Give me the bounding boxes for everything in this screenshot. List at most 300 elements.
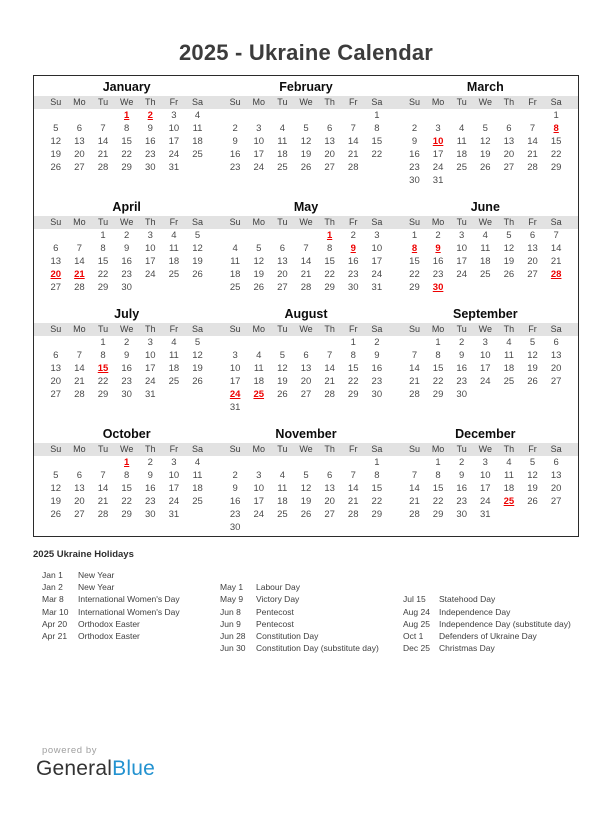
month-title: August <box>284 307 328 321</box>
date-cell: 25 <box>168 376 180 387</box>
date-cell: 28 <box>324 389 335 400</box>
day-headers <box>44 443 209 456</box>
date-cell: 29 <box>347 389 359 400</box>
holiday-name: Christmas Day <box>439 643 495 654</box>
month-titles-line <box>34 79 578 96</box>
holiday-name: Constitution Day <box>256 630 319 641</box>
holiday-name: New Year <box>78 570 115 580</box>
date-cell: 5 <box>506 230 512 241</box>
date-cell-empty <box>223 229 247 242</box>
holiday-row <box>33 581 211 593</box>
day-header: Su <box>229 97 241 107</box>
date-cell: 27 <box>527 269 538 280</box>
day-header: Th <box>145 217 156 227</box>
holiday-row <box>394 593 579 605</box>
holiday-date: Oct 1 <box>403 630 424 641</box>
date-cell: 14 <box>97 483 109 494</box>
date-cell: 9 <box>147 470 153 481</box>
date-cell: 28 <box>409 509 420 520</box>
date-cell: 19 <box>480 149 491 160</box>
date-cell: 10 <box>371 243 383 254</box>
date-cell: 11 <box>503 350 514 361</box>
day-header: Sa <box>550 97 562 107</box>
date-cell: 16 <box>229 496 241 507</box>
holiday-date: Jul 15 <box>403 594 426 605</box>
date-cell: 11 <box>230 256 241 267</box>
date-cell: 15 <box>432 483 444 494</box>
date-cell-empty <box>318 456 342 469</box>
date-cell: 26 <box>50 162 62 173</box>
date-cell: 6 <box>303 350 309 361</box>
day-header: Th <box>503 97 515 107</box>
day-header: Th <box>503 324 515 334</box>
day-header: Fr <box>528 324 537 334</box>
day-headers <box>403 216 568 229</box>
month-title: July <box>114 307 140 321</box>
date-cell: 20 <box>74 496 85 507</box>
day-header: Tu <box>456 97 467 107</box>
date-cell-holiday: 1 <box>124 110 130 121</box>
date-cell: 13 <box>527 243 538 254</box>
day-header: Sa <box>371 97 383 107</box>
date-cell: 28 <box>97 509 109 520</box>
month-grid <box>223 109 388 187</box>
date-cell: 25 <box>480 269 491 280</box>
date-cell-empty <box>68 336 92 349</box>
date-cell: 10 <box>144 350 156 361</box>
holiday-date: Jun 30 <box>220 643 246 654</box>
date-cell-empty <box>294 109 318 122</box>
date-cell-empty <box>403 456 427 469</box>
day-header: Th <box>324 444 335 454</box>
date-cell: 24 <box>371 269 383 280</box>
date-cell: 19 <box>503 256 515 267</box>
date-cell: 29 <box>550 162 562 173</box>
date-cell: 5 <box>303 470 309 481</box>
date-cell-empty <box>68 229 92 242</box>
holidays-heading: 2025 Ukraine Holidays <box>33 549 134 560</box>
date-cell: 9 <box>459 350 465 361</box>
date-cell: 4 <box>194 457 201 468</box>
brand-general: General <box>36 757 113 780</box>
date-cell-empty <box>247 336 271 349</box>
date-cell: 9 <box>124 350 130 361</box>
holiday-name: International Women's Day <box>78 594 180 605</box>
date-cell: 31 <box>432 175 444 186</box>
date-cell: 27 <box>277 282 288 293</box>
date-cell-empty <box>247 229 271 242</box>
holiday-row-spacer <box>394 581 579 593</box>
date-cell: 24 <box>253 162 265 173</box>
date-cell: 26 <box>480 162 491 173</box>
month-grid <box>44 456 209 534</box>
date-cell: 11 <box>277 483 288 494</box>
month-grids-line <box>34 109 578 187</box>
date-cell: 5 <box>529 457 536 468</box>
date-cell: 8 <box>124 470 130 481</box>
date-cell: 13 <box>550 470 562 481</box>
holiday-date: Aug 25 <box>403 618 430 629</box>
date-cell: 5 <box>303 123 309 134</box>
date-cell-holiday: 2 <box>147 110 153 121</box>
date-cell: 22 <box>324 269 335 280</box>
date-cell: 21 <box>550 256 562 267</box>
date-cell: 29 <box>97 282 109 293</box>
date-cell: 3 <box>374 230 380 241</box>
date-cell: 12 <box>192 350 203 361</box>
date-cell: 25 <box>192 149 203 160</box>
date-cell: 7 <box>350 470 356 481</box>
date-cell: 22 <box>432 376 444 387</box>
month-title: June <box>470 200 500 214</box>
date-cell: 3 <box>435 123 441 134</box>
holiday-date: Apr 20 <box>42 618 68 629</box>
date-cell: 31 <box>480 509 491 520</box>
date-cell: 12 <box>480 136 491 147</box>
holiday-row <box>394 606 579 618</box>
date-cell: 16 <box>347 256 359 267</box>
date-cell: 18 <box>168 256 180 267</box>
day-header: Th <box>324 217 335 227</box>
date-cell: 15 <box>550 136 562 147</box>
holiday-date: Jun 28 <box>220 630 246 641</box>
date-cell: 28 <box>74 389 85 400</box>
day-header: Mo <box>252 444 265 454</box>
date-cell: 7 <box>76 243 83 254</box>
date-cell-holiday: 10 <box>432 136 444 147</box>
date-cell: 21 <box>74 376 85 387</box>
date-cell: 15 <box>347 363 359 374</box>
date-cell-holiday: 1 <box>124 457 130 468</box>
date-cell-empty <box>426 109 450 122</box>
date-cell: 18 <box>192 483 203 494</box>
date-cell: 17 <box>168 136 180 147</box>
date-cell: 11 <box>277 136 288 147</box>
date-cell: 19 <box>192 256 203 267</box>
date-cell: 15 <box>409 256 420 267</box>
date-cell: 16 <box>229 149 241 160</box>
date-cell: 8 <box>374 123 380 134</box>
day-headers <box>223 443 388 456</box>
date-cell: 26 <box>277 389 288 400</box>
date-cell: 24 <box>480 376 491 387</box>
day-header: We <box>299 217 313 227</box>
day-header: Mo <box>252 324 265 334</box>
date-cell: 28 <box>74 282 85 293</box>
day-header: Th <box>503 444 515 454</box>
holiday-row <box>211 642 394 654</box>
day-headers <box>403 96 568 109</box>
day-header: We <box>119 217 134 227</box>
day-header: We <box>478 217 492 227</box>
holiday-column <box>33 569 211 654</box>
holiday-date: Mar 8 <box>42 594 64 605</box>
holiday-name: International Women's Day <box>78 606 180 617</box>
date-cell: 15 <box>97 256 109 267</box>
date-cell: 31 <box>168 509 180 520</box>
date-cell: 15 <box>432 363 444 374</box>
date-cell: 30 <box>347 282 359 293</box>
month-title: February <box>279 80 333 94</box>
date-cell: 6 <box>326 123 333 134</box>
date-cell: 22 <box>121 149 132 160</box>
date-cell-empty <box>44 109 68 122</box>
date-cell: 27 <box>50 282 62 293</box>
date-cell: 25 <box>277 509 288 520</box>
date-cell: 13 <box>277 256 288 267</box>
day-header: Fr <box>169 324 179 334</box>
holiday-row <box>394 618 579 630</box>
day-header: We <box>119 444 134 454</box>
date-cell: 30 <box>144 162 156 173</box>
day-headers <box>223 323 388 336</box>
date-cell: 19 <box>527 363 538 374</box>
date-cell: 22 <box>409 269 420 280</box>
day-header: Tu <box>277 97 288 107</box>
date-cell: 11 <box>192 470 203 481</box>
date-cell: 26 <box>192 269 203 280</box>
day-header: Sa <box>371 217 383 227</box>
date-cell: 2 <box>459 457 465 468</box>
date-cell: 17 <box>144 363 156 374</box>
date-cell: 29 <box>409 282 420 293</box>
date-cell: 1 <box>100 337 106 348</box>
date-cell: 22 <box>432 496 444 507</box>
date-cell: 7 <box>411 350 418 361</box>
date-cell: 9 <box>459 470 465 481</box>
date-cell: 21 <box>409 496 420 507</box>
date-cell-holiday: 21 <box>74 269 85 280</box>
date-cell: 9 <box>232 483 238 494</box>
date-cell: 15 <box>371 483 383 494</box>
day-header: Mo <box>73 217 86 227</box>
date-cell: 27 <box>300 389 312 400</box>
date-cell: 19 <box>50 149 62 160</box>
holiday-row-spacer <box>211 569 394 581</box>
day-headers <box>223 216 388 229</box>
holiday-date: Jun 9 <box>220 618 241 629</box>
date-cell: 19 <box>50 496 62 507</box>
day-headers-band <box>34 216 578 229</box>
date-cell: 20 <box>503 149 515 160</box>
date-cell: 12 <box>192 243 203 254</box>
date-cell: 31 <box>229 402 241 413</box>
holiday-date: May 9 <box>220 594 244 605</box>
month-grid <box>223 229 388 294</box>
date-cell: 3 <box>482 337 488 348</box>
day-header: Fr <box>348 217 358 227</box>
date-cell: 6 <box>326 470 333 481</box>
date-cell: 2 <box>459 337 465 348</box>
day-header: Tu <box>97 97 109 107</box>
date-cell: 24 <box>456 269 467 280</box>
day-header: Su <box>408 324 420 334</box>
date-cell: 14 <box>300 256 312 267</box>
date-cell: 26 <box>192 376 203 387</box>
day-header: Tu <box>97 324 109 334</box>
date-cell: 29 <box>371 509 383 520</box>
date-cell: 18 <box>192 136 203 147</box>
date-cell: 16 <box>121 363 132 374</box>
date-cell: 30 <box>229 522 241 533</box>
date-cell: 11 <box>503 470 514 481</box>
date-cell: 20 <box>550 483 562 494</box>
date-cell: 27 <box>324 509 335 520</box>
date-cell-empty <box>223 336 247 349</box>
holiday-column <box>394 569 579 654</box>
holiday-date: Jun 8 <box>220 606 241 617</box>
date-cell: 6 <box>506 123 512 134</box>
holiday-name: Victory Day <box>256 594 300 605</box>
date-cell: 31 <box>144 389 156 400</box>
date-cell: 19 <box>277 376 288 387</box>
day-headers <box>44 96 209 109</box>
day-headers <box>223 96 388 109</box>
day-header: Th <box>145 324 156 334</box>
date-cell: 6 <box>279 243 286 254</box>
date-cell: 18 <box>229 269 241 280</box>
date-cell-empty <box>68 109 92 122</box>
date-cell-empty <box>247 109 271 122</box>
date-cell: 1 <box>350 337 356 348</box>
date-cell: 13 <box>300 363 312 374</box>
date-cell: 20 <box>527 256 538 267</box>
date-cell-empty <box>271 109 295 122</box>
day-header: We <box>299 324 313 334</box>
date-cell: 5 <box>194 337 201 348</box>
day-header: Fr <box>348 444 358 454</box>
day-header: Sa <box>371 444 383 454</box>
date-cell-empty <box>68 456 92 469</box>
date-cell: 25 <box>229 282 241 293</box>
date-cell-holiday: 9 <box>435 243 441 254</box>
holiday-name: Defenders of Ukraine Day <box>439 630 537 641</box>
date-cell: 5 <box>53 470 59 481</box>
date-cell: 14 <box>550 243 562 254</box>
date-cell: 29 <box>432 389 444 400</box>
date-cell: 18 <box>168 363 180 374</box>
date-cell: 10 <box>253 483 265 494</box>
holiday-name: Labour Day <box>256 582 300 593</box>
holiday-row <box>33 593 211 605</box>
date-cell: 18 <box>456 149 467 160</box>
date-cell: 28 <box>347 509 359 520</box>
holiday-name: Constitution Day (substitute day) <box>256 643 379 654</box>
date-cell: 13 <box>50 256 62 267</box>
date-cell: 18 <box>503 363 515 374</box>
date-cell: 10 <box>253 136 265 147</box>
date-cell: 15 <box>121 136 132 147</box>
date-cell: 4 <box>506 457 512 468</box>
day-header: Th <box>145 97 156 107</box>
date-cell: 23 <box>409 162 420 173</box>
date-cell: 2 <box>124 230 130 241</box>
holiday-row <box>33 606 211 618</box>
holiday-row <box>33 569 211 581</box>
date-cell: 23 <box>121 376 132 387</box>
brand-logo <box>36 757 155 781</box>
day-header: We <box>119 324 134 334</box>
day-header: We <box>119 97 134 107</box>
date-cell: 16 <box>456 483 467 494</box>
date-cell: 31 <box>371 282 383 293</box>
day-header: Su <box>408 444 420 454</box>
date-cell: 26 <box>300 509 312 520</box>
date-cell: 23 <box>456 496 467 507</box>
date-cell: 18 <box>277 149 288 160</box>
day-header: Mo <box>431 444 445 454</box>
date-cell: 16 <box>456 363 467 374</box>
month-grids-line <box>34 336 578 414</box>
date-cell: 14 <box>74 363 85 374</box>
date-cell-empty <box>223 109 247 122</box>
day-header: Su <box>50 444 62 454</box>
holidays-columns <box>33 569 579 654</box>
day-header: Tu <box>277 444 288 454</box>
day-header: Mo <box>431 97 445 107</box>
month-row <box>34 199 578 294</box>
date-cell: 21 <box>97 149 109 160</box>
date-cell: 8 <box>326 243 333 254</box>
date-cell-holiday: 1 <box>326 230 333 241</box>
holiday-row <box>211 630 394 642</box>
day-headers <box>44 216 209 229</box>
holiday-name: Independence Day <box>439 606 511 617</box>
holiday-name: New Year <box>78 582 115 593</box>
month-row <box>34 426 578 534</box>
date-cell-empty <box>403 336 427 349</box>
month-grid <box>403 229 568 294</box>
footer <box>36 745 155 781</box>
holidays-section <box>33 549 579 654</box>
date-cell: 30 <box>144 509 156 520</box>
date-cell-empty <box>91 456 115 469</box>
day-header: Mo <box>252 217 265 227</box>
date-cell: 23 <box>229 509 241 520</box>
date-cell: 13 <box>74 483 85 494</box>
date-cell: 29 <box>121 509 132 520</box>
date-cell-empty <box>271 229 295 242</box>
date-cell: 22 <box>121 496 132 507</box>
date-cell: 27 <box>324 162 335 173</box>
date-cell: 22 <box>347 376 359 387</box>
day-headers <box>403 443 568 456</box>
date-cell: 14 <box>409 363 420 374</box>
date-cell: 3 <box>256 470 262 481</box>
date-cell: 4 <box>279 123 286 134</box>
holiday-row-spacer <box>394 569 579 581</box>
day-header: We <box>299 444 313 454</box>
day-headers <box>403 323 568 336</box>
date-cell: 22 <box>371 149 383 160</box>
date-cell: 30 <box>371 389 383 400</box>
day-header: Th <box>324 97 335 107</box>
date-cell: 17 <box>253 496 265 507</box>
day-header: Fr <box>528 444 537 454</box>
date-cell: 26 <box>527 496 538 507</box>
date-cell: 27 <box>74 162 85 173</box>
date-cell: 22 <box>550 149 562 160</box>
date-cell: 7 <box>100 470 106 481</box>
date-cell: 8 <box>435 350 441 361</box>
month-titles-line <box>34 426 578 443</box>
page-title: 2025 - Ukraine Calendar <box>178 40 434 65</box>
date-cell: 8 <box>100 350 106 361</box>
date-cell: 10 <box>144 243 156 254</box>
date-cell: 9 <box>374 350 380 361</box>
date-cell: 14 <box>74 256 85 267</box>
month-row <box>34 306 578 414</box>
